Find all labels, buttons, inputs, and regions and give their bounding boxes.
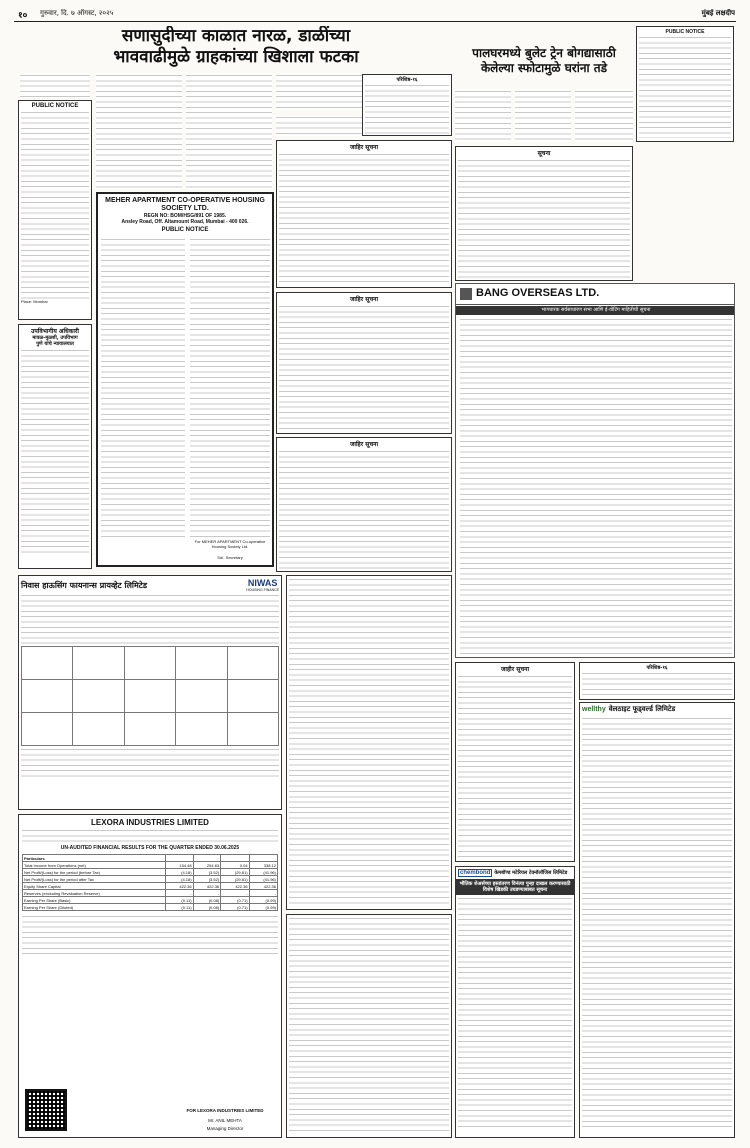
jahir-soochana-3: जाहिर सूचना [276,437,452,572]
wellthy-notice: wellthy वेलठाइट फूड्वर्ल्ड लिमिटेड [579,702,735,1138]
newspaper-name: मुंबई लक्षदीप [701,9,735,17]
lower-middle-notice [286,914,452,1138]
lexora-row: Reserves (excluding Revaluation Reserve) - - - - [24,890,276,896]
lexora-row: Total Income from Operations (net) 154.48 254.63 0.04 338.12 [24,862,276,868]
niwas-table [21,646,279,746]
niwas-notice: निवास हाऊसिंग फायनान्स प्रायव्हेट लिमिटेड NIWAS HOUSING FINANCE [18,575,282,810]
right-story-headline: पालघरमध्ये बुलेट ट्रेन बोगद्यासाठी केलेल्या स्फोटामुळे घरांना तडे [472,46,616,75]
qr-code [25,1089,67,1131]
lexora-row: Earning Per Share (Diluted) (0.11) (0.08) (0.71) (0.99) [24,904,276,910]
lead-story-col-2 [96,74,182,189]
page-date: गुरुवार, दि. ७ ऑगस्ट, २०२५ [40,9,114,17]
lexora-row: Net Profit/(Loss) for the period (before Tax) (4.18) (3.52) (29.81) (41.96) [24,869,276,875]
lexora-notice: LEXORA INDUSTRIES LIMITED UN-AUDITED FINANCIAL RESULTS FOR THE QUARTER ENDED 30.06.2025 Particulars Total Income from Operations (net) 154.48 254.63 0.04 338.12 Net Profit/(Loss) for the period (before Tax) (4.18) (3.52) (29.81) (41.96) Net Profit/(Loss) for the period after Tax (4.18) (3.52) (29.81) (41.96) Equity Share Capital 422.36 422.36 422.36 422.36 Reserves (excluding Revaluation Reserve) - - - - Earning Per Share (Basic) (0.11) (0.08) (0.71) (0.99) Earning Per Share (Diluted) (0.11) (0.08) (0.71) (0.99) FOR LEXORA INDUSTRIES LIMITED Mr. ANIL MEHTA Managing Director [18,814,282,1138]
lead-story-col-3 [186,74,272,189]
jahir-soochana-4: जाहीर सूचना [455,662,575,862]
chembond-logo: chembond [460,870,491,876]
public-notice-top-right: PUBLIC NOTICE [636,26,734,142]
upvibhag-notice: उपविभागीय अधिकारी मावळ-मुळशी, उपविभाग पुणे यांचे न्यायालयात [18,324,92,569]
meher-society-notice: MEHER APARTMENT CO-OPERATIVE HOUSING SOCIETY LTD. REGN NO: BOM/HSG/891 OF 1985. Ansley Road, Off. Altamount Road, Mumbai - 400 026. PUBLIC NOTICE For MEHER APARTMENT Co-operative Housing Society Ltd. Sd/- Secretary [96,192,274,567]
wellthy-logo: wellthy [582,706,606,713]
middle-notice [286,575,452,910]
right-story-col-1 [455,90,511,142]
lexora-row: Net Profit/(Loss) for the period after Tax (4.18) (3.52) (29.81) (41.96) [24,876,276,882]
header-rule [14,21,736,22]
lead-story-col-1 [20,74,90,98]
parishishth-notice: परिशिष्ठ-१६ [362,74,452,136]
bang-logo-icon [460,288,472,300]
jahir-soochana-2: जाहिर सूचना [276,292,452,434]
niwas-logo: NIWAS HOUSING FINANCE [246,578,279,592]
lexora-row: Earning Per Share (Basic) (0.11) (0.08) (0.71) (0.99) [24,897,276,903]
lexora-row: Equity Share Capital 422.36 422.36 422.36 422.36 [24,883,276,889]
page-number: १० [18,11,28,18]
bang-overseas-notice: BANG OVERSEAS LTD. भागधारक सर्वसाधारण सभा आणि ई-वोटिंग माहितीची सूचना [455,283,735,658]
lead-headline: सणासुदीच्या काळात नारळ, डाळींच्या भाववाढीमुळे ग्राहकांच्या खिशाला फटका [113,26,359,67]
parishishth-notice-2: परिशिष्ठ-१६ [579,662,735,700]
soochana-notice: सूचना [455,146,633,281]
jahir-soochana-1: जाहिर सूचना [276,140,452,288]
right-story-col-2 [515,90,571,142]
public-notice-left: PUBLIC NOTICE Place: Mumbai [18,100,92,320]
lead-story-col-4 [276,74,362,110]
chembond-notice: chembond केमबॉण्ड मटेरियल टेक्नॉलॉजिस लिमिटेड भौतिक शेअर्सच्या हस्तांतरण विनंत्या पुन्हा दाखल करण्यासाठी विशेष खिडकी उघडण्याबाबत सूचना [455,866,575,1138]
right-story-col-3 [575,90,633,142]
story-col-mid [276,116,362,136]
lexora-results-table: Particulars Total Income from Operations (net) 154.48 254.63 0.04 338.12 Net Profit/(Loss) for the period (before Tax) (4.18) (3.52) (29.81) (41.96) Net Profit/(Loss) for the period after Tax (4.18) (3.52) (29.81) (41.96) Equity Share Capital 422.36 422.36 422.36 422.36 Reserves (excluding Revaluation Reserve) - - - - Earning Per Share (Basic) (0.11) (0.08) (0.71) (0.99) Earning Per Share (Diluted) (0.11) (0.08) (0.71) (0.99) [24,855,276,910]
